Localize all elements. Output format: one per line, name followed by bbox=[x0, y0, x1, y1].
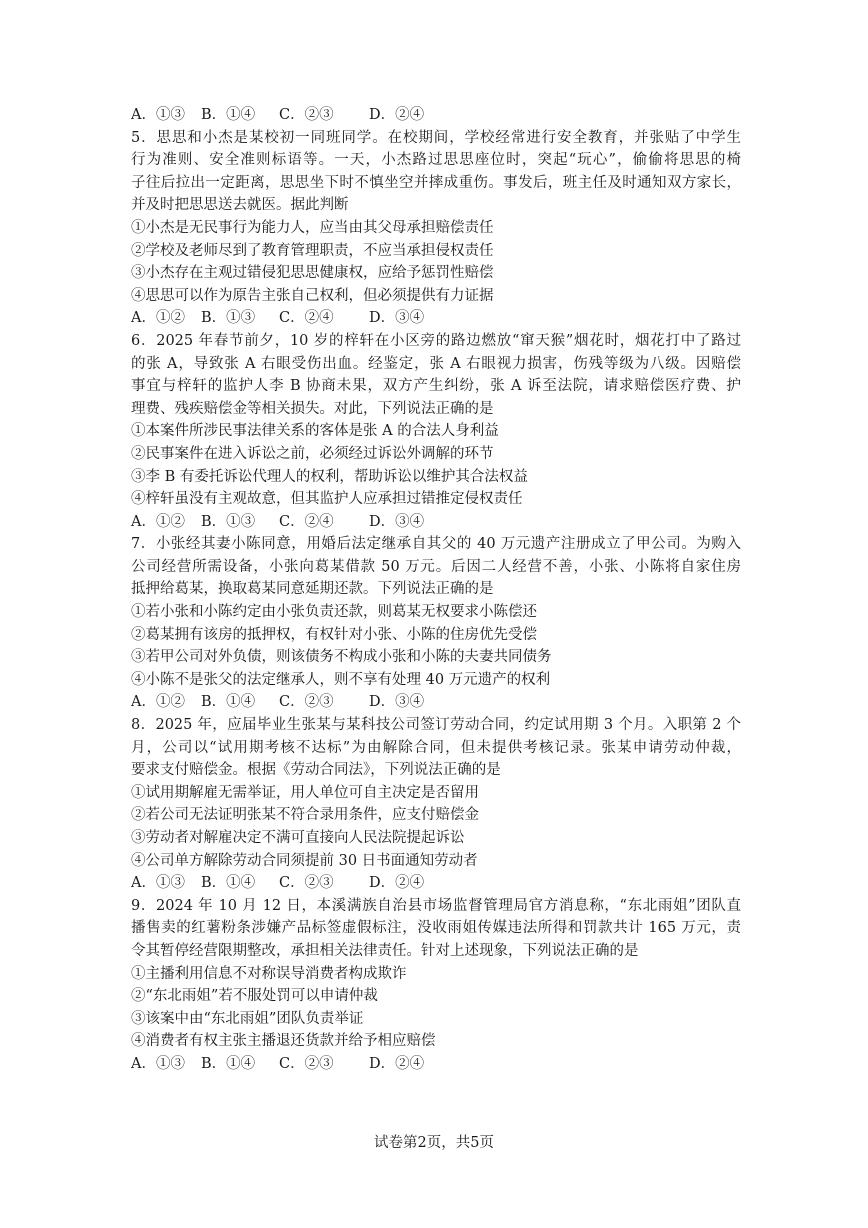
q8-stem-line: 要求支付赔偿金。根据《劳动合同法》，下列说法正确的是 bbox=[131, 762, 501, 779]
q6-stem-line: 理费、残疾赔偿金等相关损失。对此，下列说法正确的是 bbox=[131, 400, 494, 417]
q6-statement: ③李 B 有委托诉讼代理人的权利，帮助诉讼以维护其合法权益 bbox=[131, 468, 528, 485]
q7-stem-line: 公司经营所需设备，小张向葛某借款 50 万元。后因二人经营不善，小张、小陈将自家住房 bbox=[131, 558, 741, 575]
question-9 bbox=[131, 895, 741, 1076]
q5-stem-line: 子往后拉出一定距离，思思坐下时不慎坐空并摔成重伤。事发后，班主任及时通知双方家长， bbox=[131, 174, 741, 191]
q7-stem-line: 7．小张经其妻小陈同意，用婚后法定继承自其父的 40 万元遗产注册成立了甲公司。为购入 bbox=[131, 536, 741, 553]
q8-statement: ②若公司无法证明张某不符合录用条件，应支付赔偿金 bbox=[131, 807, 479, 824]
q8-stem-line: 8．2025 年，应届毕业生张某与某科技公司签订劳动合同，约定试用期 3 个月。入职第 2 个 bbox=[131, 717, 741, 734]
page-footer: 试卷第2页，共5页 bbox=[374, 1135, 494, 1151]
q7-statement: ②葛某拥有该房的抵押权，有权针对小张、小陈的住房优先受偿 bbox=[131, 626, 537, 643]
q9-statement: ③该案中由“东北雨姐”团队负责举证 bbox=[131, 1010, 364, 1027]
question-8 bbox=[131, 714, 741, 895]
q6-stem-line: 6．2025 年春节前夕，10 岁的梓轩在小区旁的路边燃放“窜天猴”烟花时，烟花打中了路过 bbox=[131, 332, 741, 349]
q8-option-c[interactable]: C．②③ bbox=[279, 875, 334, 892]
q9-statement: ④消费者有权主张主播退还货款并给予相应赔偿 bbox=[131, 1033, 436, 1050]
q4-option-a[interactable]: A．①③ bbox=[131, 107, 185, 123]
q8-statement: ④公司单方解除劳动合同须提前 30 日书面通知劳动者 bbox=[131, 852, 478, 869]
q6-option-b[interactable]: B．①③ bbox=[201, 513, 256, 530]
q5-stem-line: 5．思思和小杰是某校初一同班同学。在校期间，学校经常进行安全教育，并张贴了中学生 bbox=[131, 129, 741, 146]
q7-options bbox=[131, 691, 741, 714]
q9-stem-line: 令其暂停经营限期整改，承担相关法律责任。针对上述现象，下列说法正确的是 bbox=[131, 942, 639, 959]
q6-stem-line: 事宜与梓轩的监护人李 B 协商未果，双方产生纠纷，张 A 诉至法院，请求赔偿医疗费、护 bbox=[131, 378, 741, 395]
q8-statement: ③劳动者对解雇决定不满可直接向人民法院提起诉讼 bbox=[131, 830, 465, 846]
q7-statement: ①若小张和小陈约定由小张负责还款，则葛某无权要求小陈偿还 bbox=[131, 604, 537, 621]
q8-option-a[interactable]: A．①③ bbox=[131, 875, 185, 892]
q9-stem-line: 播售卖的红薯粉条涉嫌产品标签虚假标注，没收雨姐传媒违法所得和罚款共计 165 万元，责 bbox=[131, 920, 741, 937]
q8-stem-line: 月，公司以“试用期考核不达标”为由解除合同，但未提供考核记录。张某申请劳动仲裁， bbox=[131, 739, 741, 756]
q8-option-b[interactable]: B．①④ bbox=[201, 875, 256, 892]
q7-option-b[interactable]: B．①④ bbox=[201, 694, 256, 711]
q5-option-d[interactable]: D．③④ bbox=[369, 310, 425, 327]
q9-option-c[interactable]: C．②③ bbox=[279, 1055, 334, 1072]
q9-statement: ①主播利用信息不对称误导消费者构成欺诈 bbox=[131, 965, 407, 982]
q6-option-d[interactable]: D．③④ bbox=[369, 513, 425, 530]
q5-stem-line: 并及时把思思送去就医。据此判断 bbox=[131, 197, 349, 214]
q4-option-c[interactable]: C．②③ bbox=[279, 107, 334, 123]
q7-stem-line: 抵押给葛某，换取葛某同意延期还款。下列说法正确的是 bbox=[131, 581, 494, 598]
q8-options bbox=[131, 872, 741, 895]
exam-content bbox=[131, 104, 741, 1076]
q6-option-a[interactable]: A．①② bbox=[131, 513, 185, 530]
q5-statement: ④思思可以作为原告主张自己权利，但必须提供有力证据 bbox=[131, 287, 494, 304]
q7-option-d[interactable]: D．③④ bbox=[369, 694, 425, 711]
question-6 bbox=[131, 330, 741, 533]
q6-options bbox=[131, 511, 741, 534]
q7-statement: ③若甲公司对外负债，则该债务不构成小张和小陈的夫妻共同债务 bbox=[131, 649, 552, 666]
q5-stem-line: 行为准则、安全准则标语等。一天，小杰路过思思座位时，突起“玩心”，偷偷将思思的椅 bbox=[131, 152, 741, 169]
q9-options bbox=[131, 1053, 741, 1076]
q6-stem-line: 的张 A，导致张 A 右眼受伤出血。经鉴定，张 A 右眼视力损害，伤残等级为八级。因赔偿 bbox=[131, 355, 741, 372]
q9-stem-line: 9．2024 年 10 月 12 日，本溪满族自治县市场监督管理局官方消息称，“东北雨姐”团队直 bbox=[131, 897, 741, 914]
q5-statement: ③小杰存在主观过错侵犯思思健康权，应给予惩罚性赔偿 bbox=[131, 265, 494, 282]
q8-statement: ①试用期解雇无需举证，用人单位可自主决定是否留用 bbox=[131, 784, 479, 801]
q8-option-d[interactable]: D．②④ bbox=[369, 875, 425, 892]
q7-option-c[interactable]: C．②③ bbox=[279, 694, 334, 711]
q6-statement: ④梓轩虽没有主观故意，但其监护人应承担过错推定侵权责任 bbox=[131, 491, 523, 508]
q7-statement: ④小陈不是张父的法定继承人，则不享有处理 40 万元遗产的权利 bbox=[131, 671, 551, 688]
q5-options bbox=[131, 307, 741, 330]
q9-statement: ②“东北雨姐”若不服处罚可以申请仲裁 bbox=[131, 988, 378, 1005]
question-5 bbox=[131, 127, 741, 330]
q6-option-c[interactable]: C．②④ bbox=[279, 513, 334, 530]
q5-option-a[interactable]: A．①② bbox=[131, 310, 185, 327]
q6-statement: ①本案件所涉民事法律关系的客体是张 A 的合法人身利益 bbox=[131, 423, 499, 440]
q6-statement: ②民事案件在进入诉讼之前，必须经过诉讼外调解的环节 bbox=[131, 445, 494, 462]
q9-option-a[interactable]: A．①③ bbox=[131, 1055, 185, 1072]
q9-option-b[interactable]: B．①④ bbox=[201, 1055, 256, 1072]
question-7 bbox=[131, 533, 741, 714]
q5-statement: ①小杰是无民事行为能力人，应当由其父母承担赔偿责任 bbox=[131, 219, 494, 236]
q7-option-a[interactable]: A．①② bbox=[131, 694, 185, 711]
q9-option-d[interactable]: D．②④ bbox=[369, 1055, 425, 1072]
q4-option-d[interactable]: D．②④ bbox=[369, 107, 425, 123]
q5-option-c[interactable]: C．②④ bbox=[279, 310, 334, 327]
q4-options bbox=[131, 104, 741, 127]
q4-option-b[interactable]: B．①④ bbox=[201, 107, 256, 123]
q5-option-b[interactable]: B．①③ bbox=[201, 310, 256, 327]
q5-statement: ②学校及老师尽到了教育管理职责，不应当承担侵权责任 bbox=[131, 242, 494, 259]
